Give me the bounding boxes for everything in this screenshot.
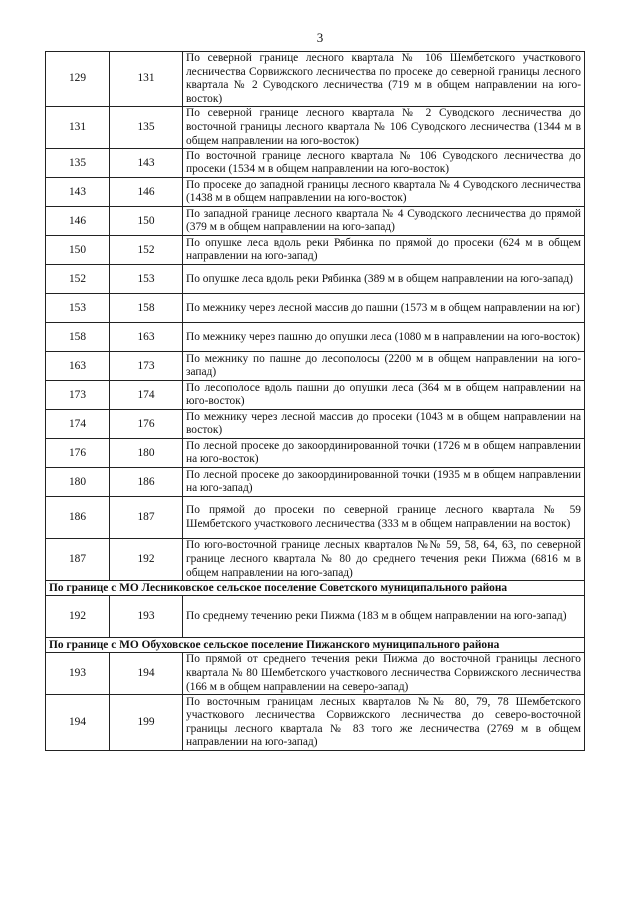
table-row [46,265,585,294]
from-point: 158 [46,323,110,352]
to-point: 192 [110,539,183,581]
table-row [46,410,585,439]
to-point: 187 [110,497,183,539]
table-row [46,695,585,751]
segment-description: По лесной просеке до закоординированной точки (1726 м в общем направлении на юго-восток) [183,439,585,468]
from-point: 174 [46,410,110,439]
table-row [46,207,585,236]
from-point: 187 [46,539,110,581]
from-point: 192 [46,596,110,638]
table-row [46,653,585,695]
table-row [46,52,585,107]
section-heading-row [46,638,585,653]
from-point: 180 [46,468,110,497]
segment-description: По межнику через пашню до опушки леса (1080 м в направлении на юго-восток) [183,323,585,352]
table-row [46,539,585,581]
from-point: 131 [46,107,110,149]
table-row [46,323,585,352]
from-point: 186 [46,497,110,539]
to-point: 193 [110,596,183,638]
section-heading-row [46,581,585,596]
to-point: 163 [110,323,183,352]
from-point: 153 [46,294,110,323]
table-row [46,497,585,539]
from-point: 176 [46,439,110,468]
boundary-table [45,51,585,751]
segment-description: По прямой до просеки по северной границе лесного квартала № 59 Шембетского участкового лесничества (333 м в общем направлении на восток) [183,497,585,539]
section-heading: По границе с МО Лесниковское сельское поселение Советского муниципального района [46,581,585,596]
segment-description: По межнику через лесной массив до пашни (1573 м в общем направлении на юг) [183,294,585,323]
from-point: 129 [46,52,110,107]
table-row [46,381,585,410]
segment-description: По просеке до западной границы лесного квартала № 4 Суводского лесничества (1438 м в общем направлении на юго-восток) [183,178,585,207]
from-point: 173 [46,381,110,410]
segment-description: По северной границе лесного квартала № 106 Шембетского участкового лесничества Сорвижского лесничества по просеке до северной границы лесного квартала № 2 Суводского лесничества (719 м в общем направлении на юго-восток) [183,52,585,107]
to-point: 152 [110,236,183,265]
table-row [46,178,585,207]
from-point: 194 [46,695,110,751]
to-point: 131 [110,52,183,107]
table-row [46,149,585,178]
segment-description: По среднему течению реки Пижма (183 м в общем направлении на юго-запад) [183,596,585,638]
segment-description: По западной границе лесного квартала № 4 Суводского лесничества до прямой (379 м в общем направлении на юго-запад) [183,207,585,236]
table-row [46,596,585,638]
from-point: 150 [46,236,110,265]
from-point: 193 [46,653,110,695]
to-point: 173 [110,352,183,381]
to-point: 176 [110,410,183,439]
to-point: 146 [110,178,183,207]
table-row [46,236,585,265]
section-heading: По границе с МО Обуховское сельское поселение Пижанского муниципального района [46,638,585,653]
from-point: 163 [46,352,110,381]
segment-description: По юго-восточной границе лесных кварталов №№ 59, 58, 64, 63, по северной границе лесного квартала № 80 до среднего течения реки Пижма (6816 м в общем направлении на юго-запад) [183,539,585,581]
to-point: 153 [110,265,183,294]
table-row [46,439,585,468]
segment-description: По восточной границе лесного квартала № 106 Суводского лесничества до просеки (1534 м в общем направлении на юго-восток) [183,149,585,178]
table-row [46,352,585,381]
page-number: 3 [316,30,324,45]
to-point: 194 [110,653,183,695]
to-point: 143 [110,149,183,178]
from-point: 135 [46,149,110,178]
to-point: 150 [110,207,183,236]
segment-description: По межнику через лесной массив до просеки (1043 м в общем направлении на восток) [183,410,585,439]
from-point: 152 [46,265,110,294]
segment-description: По прямой от среднего течения реки Пижма до восточной границы лесного квартала № 80 Шембетского участкового лесничества Сорвижского лесничества (166 м в общем направлении на северо-запад) [183,653,585,695]
table-row [46,107,585,149]
to-point: 186 [110,468,183,497]
segment-description: По опушке леса вдоль реки Рябинка (389 м в общем направлении на юго-запад) [183,265,585,294]
table-row [46,294,585,323]
segment-description: По северной границе лесного квартала № 2 Суводского лесничества до восточной границы лесного квартала № 106 Суводского лесничества (1344 м в общем направлении на юго-восток) [183,107,585,149]
to-point: 180 [110,439,183,468]
segment-description: По лесной просеке до закоординированной точки (1935 м в общем направлении на юго-запад) [183,468,585,497]
segment-description: По межнику по пашне до лесополосы (2200 м в общем направлении на юго-запад) [183,352,585,381]
from-point: 143 [46,178,110,207]
to-point: 158 [110,294,183,323]
from-point: 146 [46,207,110,236]
segment-description: По лесополосе вдоль пашни до опушки леса (364 м в общем направлении на юго-восток) [183,381,585,410]
segment-description: По опушке леса вдоль реки Рябинка по прямой до просеки (624 м в общем направлении на юго-запад) [183,236,585,265]
to-point: 174 [110,381,183,410]
table-row [46,468,585,497]
to-point: 199 [110,695,183,751]
to-point: 135 [110,107,183,149]
segment-description: По восточным границам лесных кварталов №№ 80, 79, 78 Шембетского участкового лесничества Сорвижского лесничества до северо-восточной границы лесного квартала № 83 того же лесничества (2769 м в общем направлении на юго-запад) [183,695,585,751]
